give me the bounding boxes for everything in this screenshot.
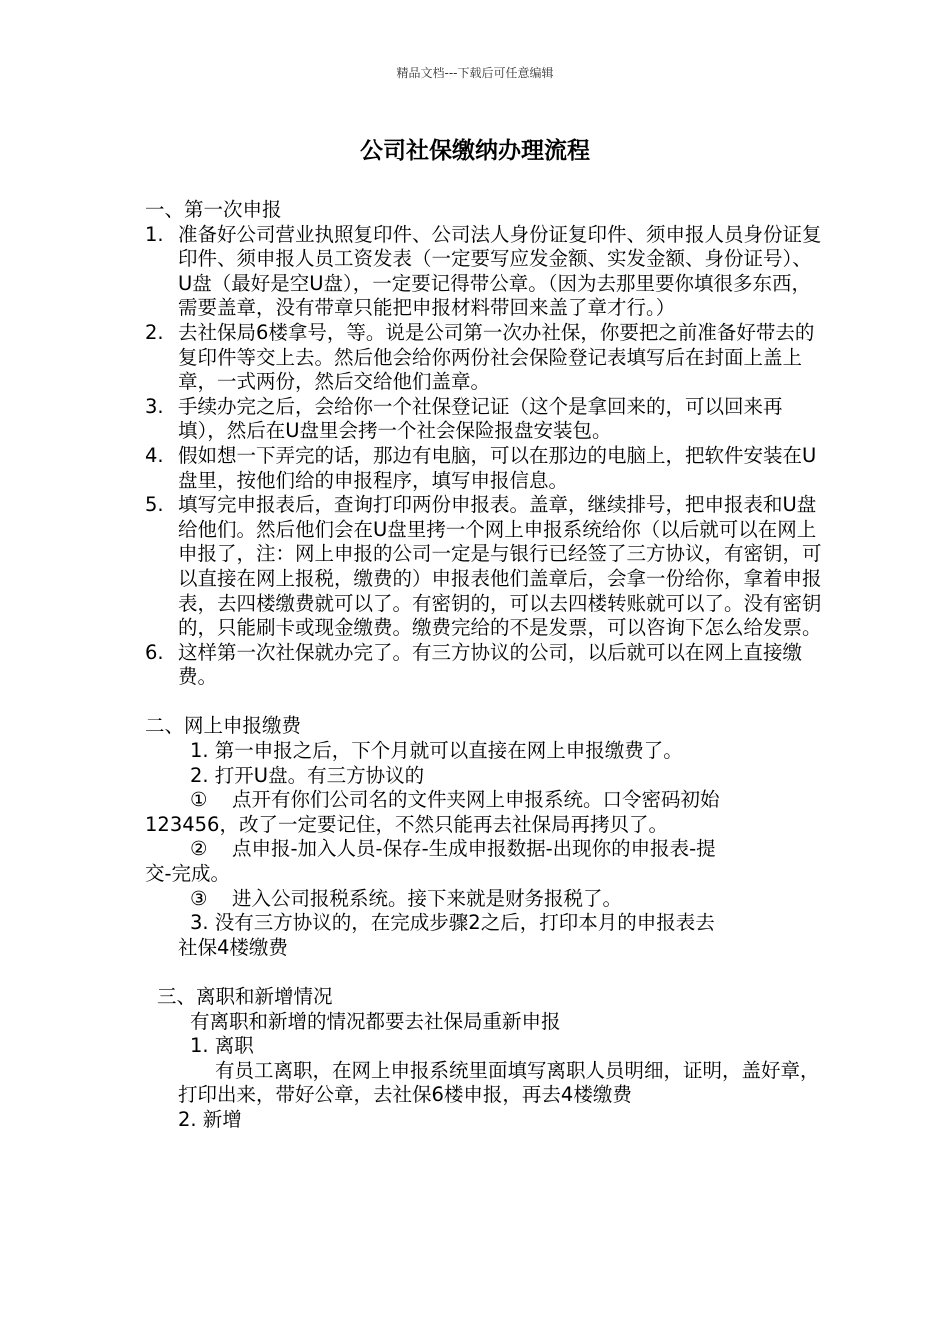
list-text: 准备好公司营业执照复印件、公司法人身份证复印件、须申报人员身份证复印件、须申报人员工资发表（一定要写应发金额、实发金额、身份证号）、U盘（最好是空U盘），一定要记得带公章。（因为去那里要你填很多东西，需要盖章，没有带章只能把申报材料带回来盖了章才行。） bbox=[178, 222, 822, 320]
circled-number: ② bbox=[190, 837, 208, 861]
list-item bbox=[145, 223, 825, 321]
section3-item1-text: 有员工离职，在网上申报系统里面填写离职人员明细，证明，盖好章，打印出来，带好公章，去社保6楼申报，再去4楼缴费 bbox=[178, 1058, 820, 1107]
list-text: 这样第一次社保就办完了。有三方协议的公司，以后就可以在网上直接缴费。 bbox=[178, 640, 803, 689]
section2-line3: 3. 没有三方协议的，在完成步骤2之后，打印本月的申报表去 bbox=[190, 911, 715, 935]
document-title: 公司社保缴纳办理流程 bbox=[360, 138, 590, 164]
section3-intro: 有离职和新增的情况都要去社保局重新申报 bbox=[190, 1009, 561, 1033]
list-item bbox=[145, 444, 825, 493]
circled-number: ① bbox=[190, 788, 208, 812]
list-number: 1. bbox=[145, 222, 164, 246]
section1-list bbox=[145, 223, 825, 690]
list-text: 去社保局6楼拿号，等。说是公司第一次办社保，你要把之前准备好带去的复印件等交上去。然后他会给你两份社会保险登记表填写后在封面上盖上章，一式两份，然后交给他们盖章。 bbox=[178, 320, 815, 394]
section1-heading: 一、第一次申报 bbox=[145, 198, 282, 221]
section2-line1: 1. 第一申报之后，下个月就可以直接在网上申报缴费了。 bbox=[190, 739, 683, 763]
section3-item2: 2. 新增 bbox=[178, 1107, 242, 1131]
list-text: 手续办完之后，会给你一个社保登记证（这个是拿回来的，可以回来再填），然后在U盘里会拷一个社会保险报盘安装包。 bbox=[178, 394, 783, 443]
list-number: 2. bbox=[145, 320, 164, 344]
list-number: 6. bbox=[145, 640, 164, 664]
sub-step-text: 点申报-加入人员-保存-生成申报数据-出现你的申报表-提 bbox=[232, 837, 716, 861]
list-item bbox=[145, 321, 825, 395]
document-body bbox=[145, 198, 825, 1133]
sub-step bbox=[145, 887, 825, 912]
list-number: 4. bbox=[145, 443, 164, 467]
page-header: 精品文档---下载后可任意编辑 bbox=[396, 66, 554, 80]
section2-line2: 2. 打开U盘。有三方协议的 bbox=[190, 763, 425, 787]
sub-step-text: 点开有你们公司名的文件夹网上申报系统。口令密码初始 bbox=[232, 788, 720, 812]
sub-step bbox=[145, 788, 825, 813]
list-item bbox=[145, 493, 825, 641]
sub-step-continuation: 交-完成。 bbox=[145, 862, 231, 886]
list-number: 3. bbox=[145, 394, 164, 418]
list-item bbox=[145, 641, 825, 690]
sub-step bbox=[145, 837, 825, 862]
list-item bbox=[145, 395, 825, 444]
sub-step-continuation: 123456，改了一定要记住，不然只能再去社保局再拷贝了。 bbox=[145, 812, 668, 836]
list-text: 假如想一下弄完的话，那边有电脑，可以在那边的电脑上，把软件安装在U盘里，按他们给的申报程序，填写申报信息。 bbox=[178, 443, 817, 492]
list-text: 填写完申报表后，查询打印两份申报表。盖章，继续排号，把申报表和U盘给他们。然后他们会在U盘里拷一个网上申报系统给你（以后就可以在网上申报了，注：网上申报的公司一定是与银行已经签了三方协议，有密钥，可以直接在网上报税，缴费的）申报表他们盖章后，会拿一份给你，拿着申报表，去四楼缴费就可以了。有密钥的，可以去四楼转账就可以了。没有密钥的，只能刷卡或现金缴费。缴费完给的不是发票，可以咨询下怎么给发票。 bbox=[178, 493, 822, 640]
section3-item1: 1. 离职 bbox=[190, 1034, 254, 1058]
sub-step-text: 进入公司报税系统。接下来就是财务报税了。 bbox=[232, 886, 623, 910]
section2-line3-continuation: 社保4楼缴费 bbox=[178, 935, 288, 959]
section3-heading: 三、离职和新增情况 bbox=[157, 985, 333, 1008]
section2-heading: 二、网上申报缴费 bbox=[145, 714, 302, 738]
list-number: 5. bbox=[145, 493, 164, 517]
circled-number: ③ bbox=[190, 886, 208, 910]
